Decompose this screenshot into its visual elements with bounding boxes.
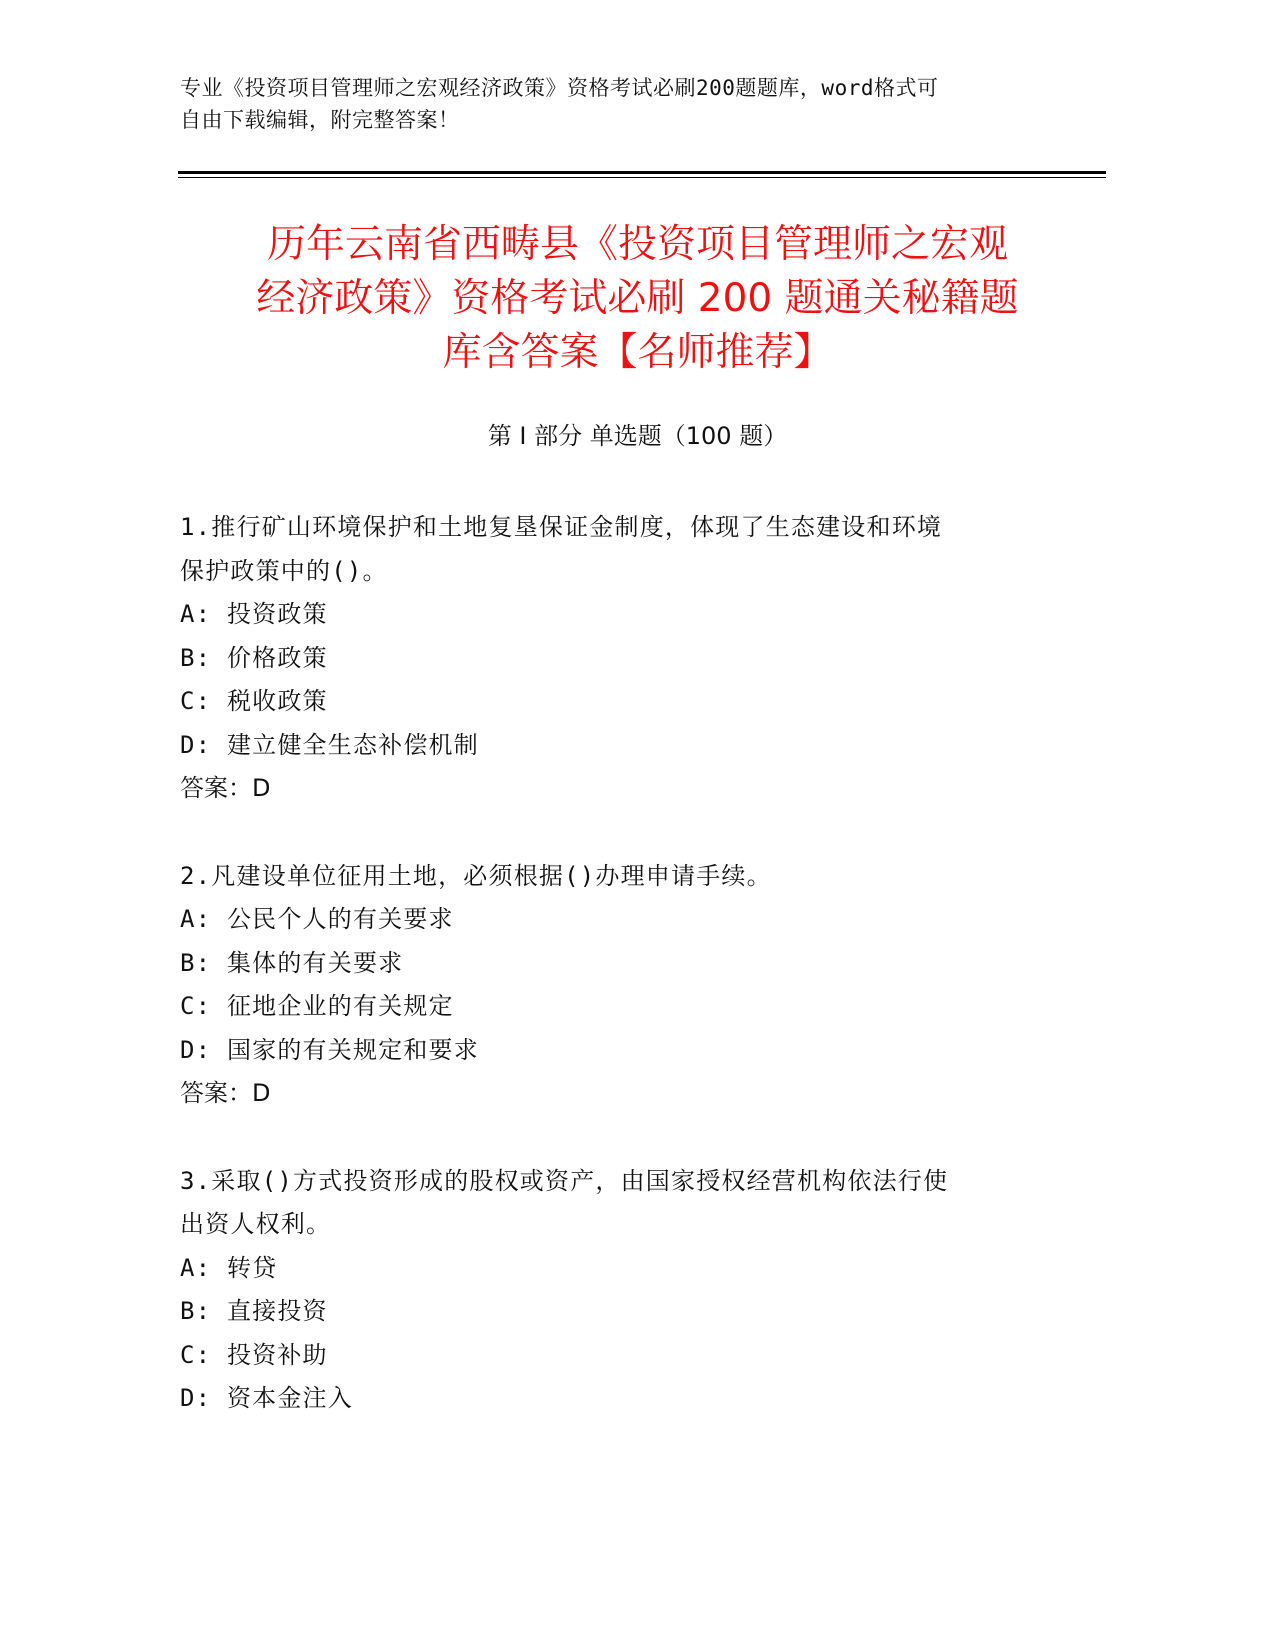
header-divider-thin xyxy=(178,177,1106,178)
question-3 xyxy=(180,1160,1060,1421)
document-title xyxy=(160,218,1115,380)
answer: 答案：D xyxy=(180,774,271,802)
header-line-1: 专业《投资项目管理师之宏观经济政策》资格考试必刷200题题库，word格式可 xyxy=(180,76,939,100)
option-d: D: 建立健全生态补偿机制 xyxy=(180,730,479,759)
header-line-2: 自由下载编辑，附完整答案！ xyxy=(180,108,460,132)
question-1 xyxy=(180,506,1060,811)
option-d: D: 资本金注入 xyxy=(180,1384,353,1412)
question-list xyxy=(180,506,1060,1465)
option-a: A: 投资政策 xyxy=(180,600,328,628)
question-stem-line: 3.采取()方式投资形成的股权或资产，由国家授权经营机构依法行使 xyxy=(180,1166,949,1195)
question-stem-line: 1.推行矿山环境保护和土地复垦保证金制度，体现了生态建设和环境 xyxy=(180,513,943,541)
option-b: B: 价格政策 xyxy=(180,643,328,672)
header-divider-thick xyxy=(178,171,1106,174)
option-c: C: 投资补助 xyxy=(180,1340,328,1369)
document-header-note xyxy=(180,72,1060,136)
option-a: A: 公民个人的有关要求 xyxy=(180,905,454,933)
option-b: B: 集体的有关要求 xyxy=(180,948,404,977)
option-c: C: 税收政策 xyxy=(180,687,328,715)
option-b: B: 直接投资 xyxy=(180,1297,328,1325)
question-stem-line: 出资人权利。 xyxy=(180,1210,332,1238)
option-a: A: 转贷 xyxy=(180,1253,278,1282)
option-c: C: 征地企业的有关规定 xyxy=(180,992,454,1020)
question-stem-line: 2.凡建设单位征用土地，必须根据()办理申请手续。 xyxy=(180,861,772,890)
title-line-3: 库含答案【名师推荐】 xyxy=(442,330,833,375)
section-heading: 第 I 部分 单选题（100 题） xyxy=(487,422,788,450)
title-line-2: 经济政策》资格考试必刷 200 题通关秘籍题 xyxy=(256,276,1019,321)
option-d: D: 国家的有关规定和要求 xyxy=(180,1035,479,1064)
title-line-1: 历年云南省西畴县《投资项目管理师之宏观 xyxy=(266,222,1008,267)
question-stem-line: 保护政策中的()。 xyxy=(180,556,388,585)
question-2 xyxy=(180,855,1060,1116)
answer: 答案：D xyxy=(180,1079,271,1107)
